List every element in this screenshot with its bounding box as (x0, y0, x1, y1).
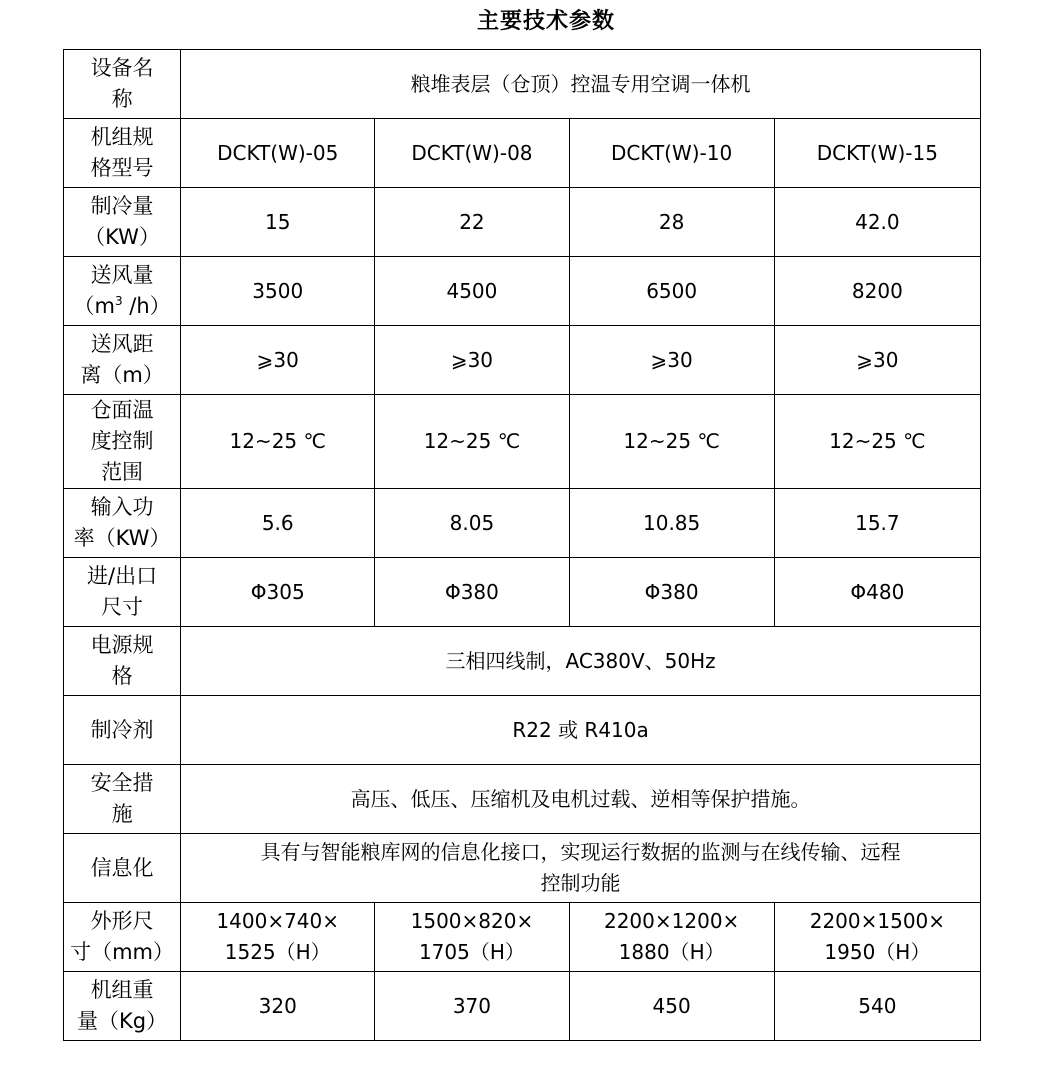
device-name-value: 粮堆表层（仓顶）控温专用空调一体机 (181, 50, 981, 119)
table-cell: ⩾30 (375, 326, 569, 395)
table-cell: 42.0 (774, 188, 980, 257)
table-cell: 12~25 ℃ (569, 395, 774, 489)
table-cell: ⩾30 (569, 326, 774, 395)
table-row (64, 972, 981, 1041)
table-cell: 320 (181, 972, 375, 1041)
table-cell: Φ480 (774, 558, 980, 627)
table-cell: 28 (569, 188, 774, 257)
safety-value: 高压、低压、压缩机及电机过载、逆相等保护措施。 (181, 765, 981, 834)
table-cell: 370 (375, 972, 569, 1041)
row-label: 机组规 格型号 (64, 119, 181, 188)
table-row (64, 326, 981, 395)
table-cell: 540 (774, 972, 980, 1041)
table-cell: 3500 (181, 257, 375, 326)
table-cell: 12~25 ℃ (181, 395, 375, 489)
table-cell: 2200×1500× 1950（H） (774, 903, 980, 972)
table-row (64, 558, 981, 627)
row-label: 制冷量 （KW） (64, 188, 181, 257)
table-cell: 8.05 (375, 489, 569, 558)
table-cell: DCKT(W)-08 (375, 119, 569, 188)
table-row (64, 627, 981, 696)
row-label: 机组重 量（Kg） (64, 972, 181, 1041)
table-cell: Φ380 (375, 558, 569, 627)
table-row (64, 257, 981, 326)
row-label: 制冷剂 (64, 696, 181, 765)
table-row (64, 489, 981, 558)
table-row (64, 765, 981, 834)
superscript: 3 (114, 294, 123, 308)
table-cell: DCKT(W)-15 (774, 119, 980, 188)
row-label: 进/出口 尺寸 (64, 558, 181, 627)
table-cell: 4500 (375, 257, 569, 326)
table-cell: ⩾30 (774, 326, 980, 395)
row-label: 电源规 格 (64, 627, 181, 696)
row-label: 信息化 (64, 834, 181, 903)
table-cell: 8200 (774, 257, 980, 326)
row-label (64, 257, 181, 326)
refrigerant-value: R22 或 R410a (181, 696, 981, 765)
row-label: 设备名 称 (64, 50, 181, 119)
row-label-unit: /h） (122, 294, 171, 318)
table-cell: 12~25 ℃ (375, 395, 569, 489)
table-row (64, 696, 981, 765)
table-cell: DCKT(W)-05 (181, 119, 375, 188)
table-cell: 6500 (569, 257, 774, 326)
table-row (64, 50, 981, 119)
row-label: 输入功 率（KW） (64, 489, 181, 558)
row-label-unit: （m (73, 294, 115, 318)
power-supply-value: 三相四线制，AC380V、50Hz (181, 627, 981, 696)
row-label: 安全措 施 (64, 765, 181, 834)
row-label: 外形尺 寸（mm） (64, 903, 181, 972)
table-cell: 1400×740× 1525（H） (181, 903, 375, 972)
row-label: 仓面温 度控制 范围 (64, 395, 181, 489)
table-cell: 12~25 ℃ (774, 395, 980, 489)
table-cell: 15.7 (774, 489, 980, 558)
document-title: 主要技术参数 (476, 9, 615, 34)
informatization-value: 具有与智能粮库网的信息化接口，实现运行数据的监测与在线传输、远程 控制功能 (181, 834, 981, 903)
table-row (64, 834, 981, 903)
table-cell: Φ380 (569, 558, 774, 627)
table-row (64, 119, 981, 188)
table-cell: ⩾30 (181, 326, 375, 395)
table-cell: 10.85 (569, 489, 774, 558)
table-cell: 450 (569, 972, 774, 1041)
table-row (64, 903, 981, 972)
table-cell: 22 (375, 188, 569, 257)
table-cell: 2200×1200× 1880（H） (569, 903, 774, 972)
table-cell: DCKT(W)-10 (569, 119, 774, 188)
table-cell: 15 (181, 188, 375, 257)
spec-table (63, 49, 981, 1041)
row-label: 送风距 离（m） (64, 326, 181, 395)
row-label-line: 送风量 (90, 263, 154, 287)
table-cell: Φ305 (181, 558, 375, 627)
table-row (64, 188, 981, 257)
table-row (64, 395, 981, 489)
table-cell: 1500×820× 1705（H） (375, 903, 569, 972)
table-cell: 5.6 (181, 489, 375, 558)
